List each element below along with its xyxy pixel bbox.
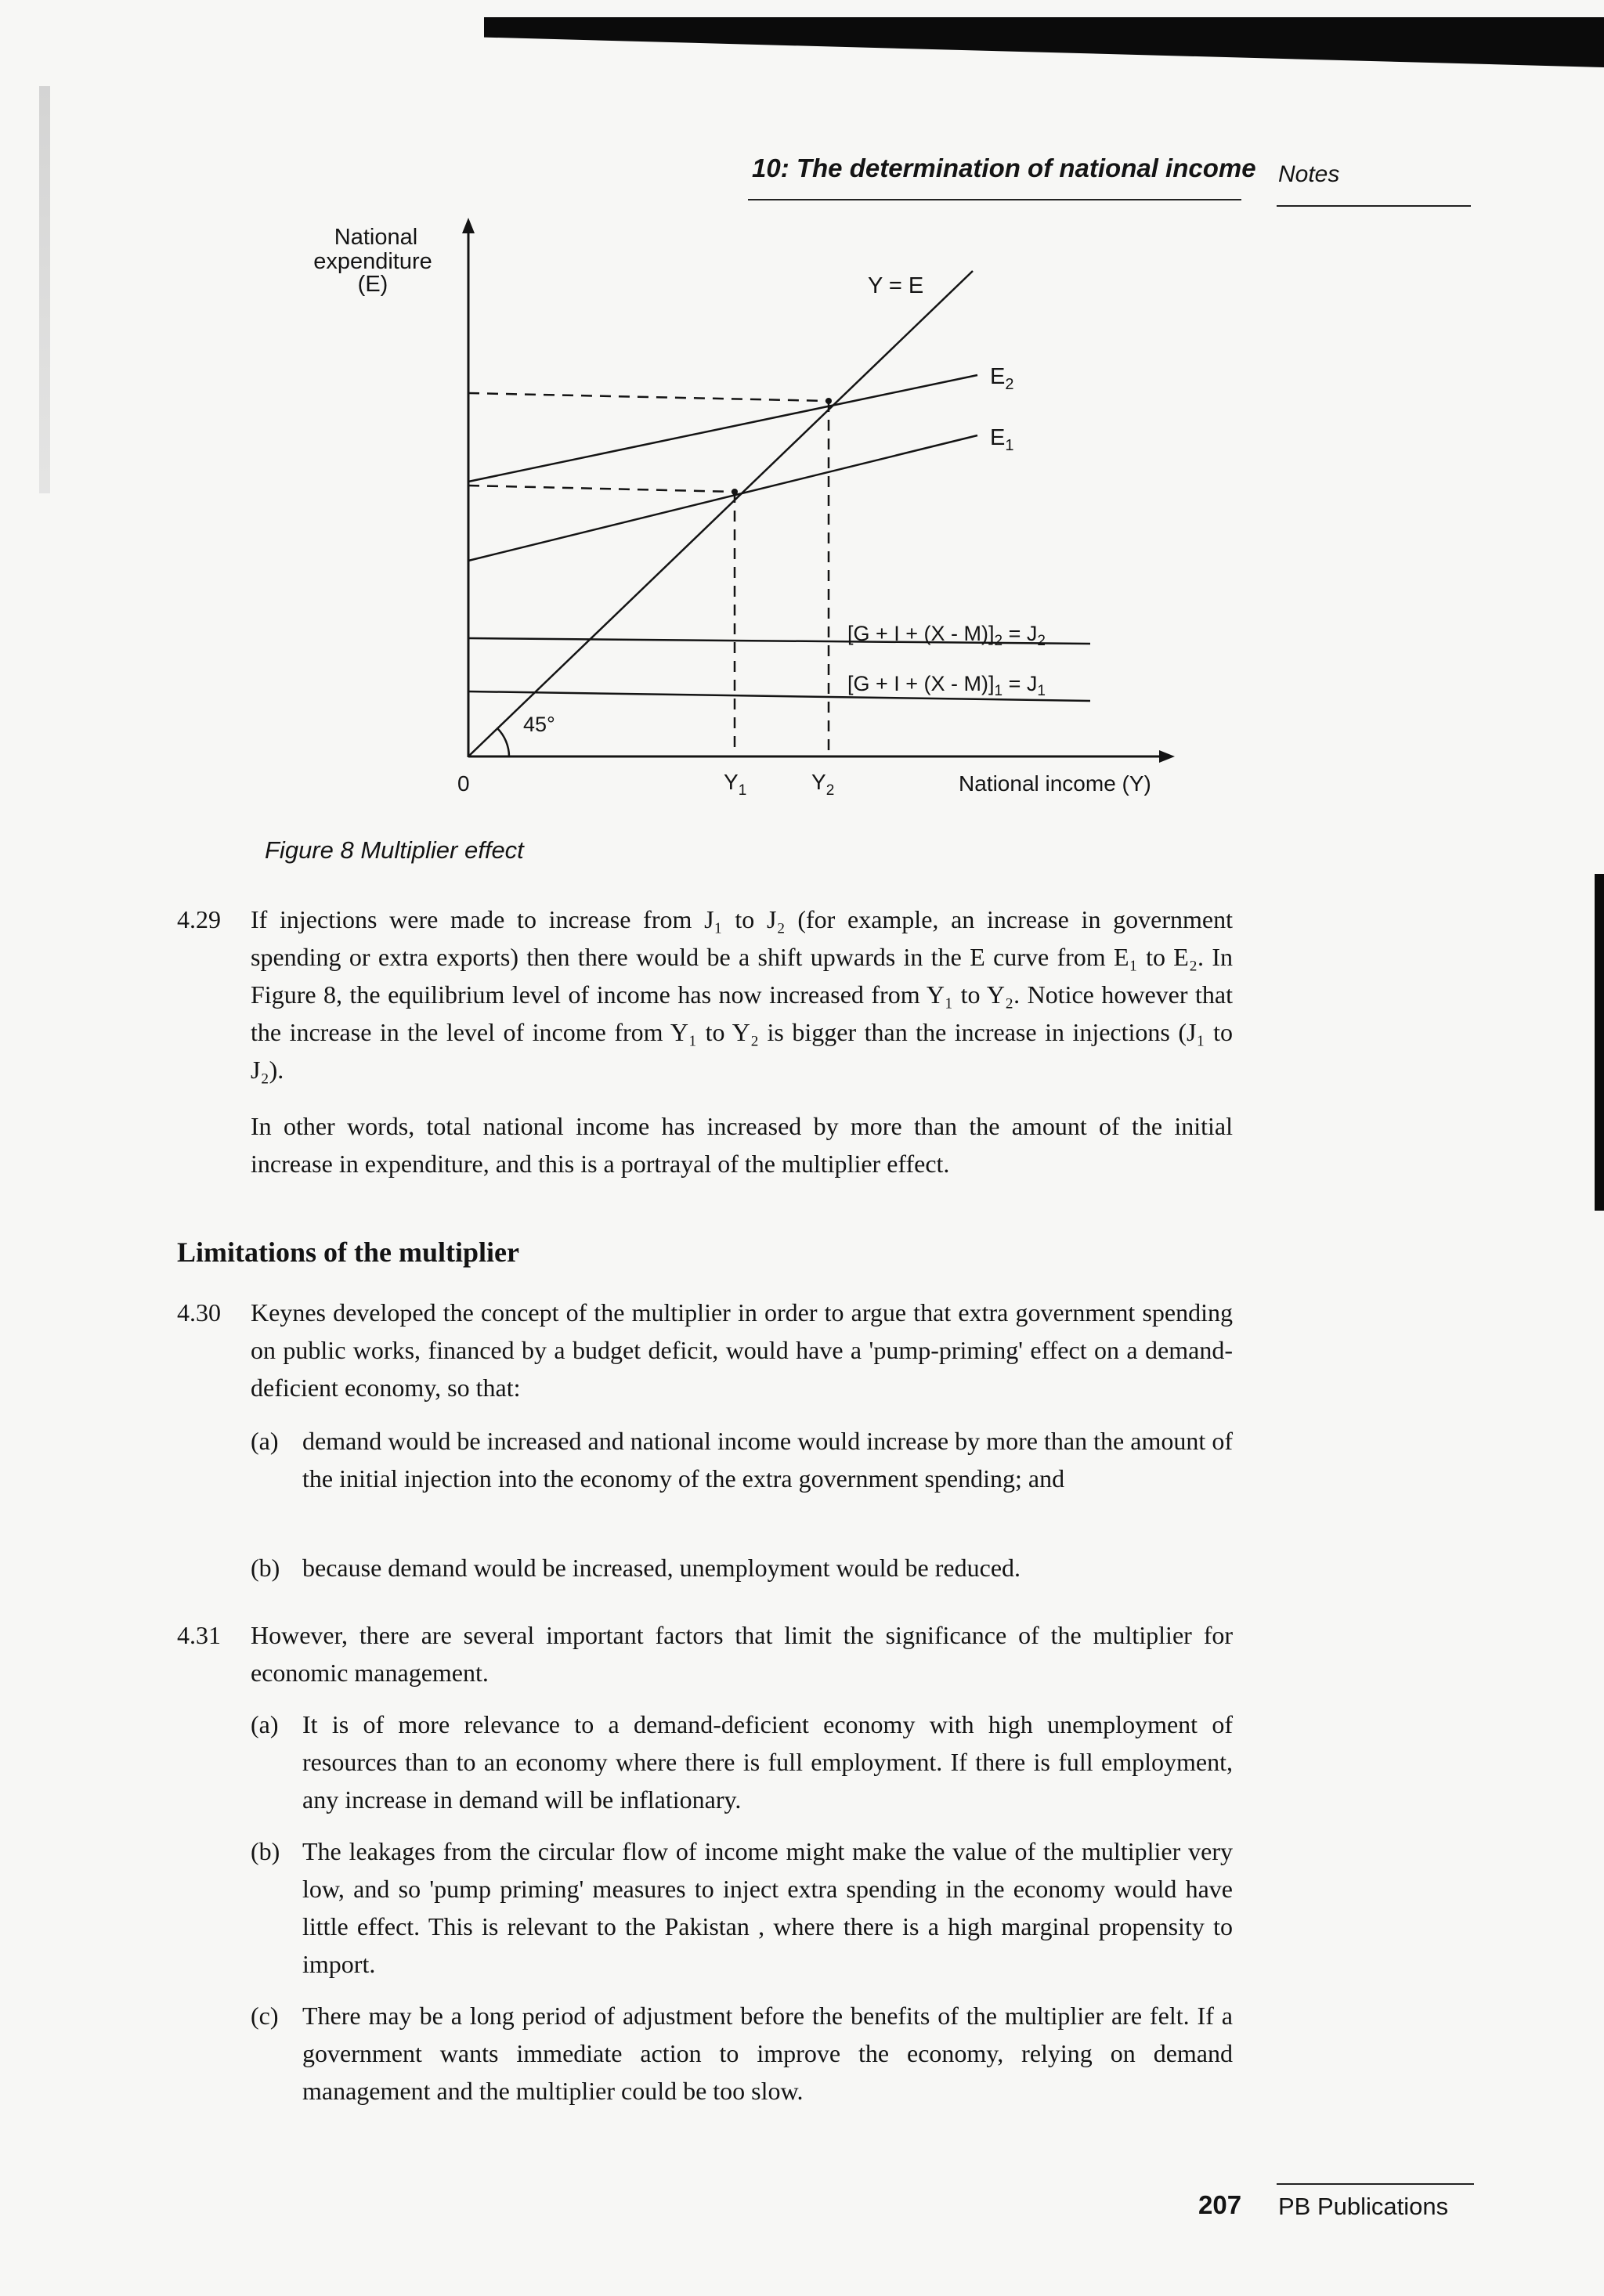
list-item-4-30-a: demand would be increased and national income would increase by more than the amount of the initial injection into the economy of the extra government spending; and	[302, 1427, 1233, 1493]
equilibrium-point-1	[732, 489, 738, 495]
running-header-title: 10: The determination of national income	[752, 153, 1256, 182]
paragraph-4-29: If injections were made to increase from J₁ to J₂ (for example, an increase in government spending or extra exports) then there would be a shift upwards in the E curve from E₁ to E₂. In Figure 8, the equilibrium level of income has now increased from Y₁ to Y₂. Notice however that the increase in the level of income from Y₁ to Y₂ is bigger than the increase in injections (J₁ to J₂).	[251, 905, 1233, 1084]
angle-arc	[497, 728, 509, 756]
label-j1: $[G + I + (X - M)]_1 = J_1$	[847, 672, 1046, 699]
label-y-equals-e: Y = E	[868, 273, 924, 298]
list-label-4-31-a: (a)	[251, 1710, 279, 1738]
origin-label: 0	[457, 771, 470, 796]
multiplier-diagram	[0, 0, 1604, 846]
list-item-4-31-c: There may be a long period of adjustment before the benefits of the multiplier are felt. If a government wants immediate action to improve the economy, relying on demand management and the multiplier could be too slow.	[302, 2002, 1233, 2105]
label-j2: $[G + I + (X - M)]_2 = J_2$	[847, 622, 1046, 649]
section-number-4-29: 4.29	[177, 905, 221, 933]
list-label-4-31-b: (b)	[251, 1837, 280, 1865]
label-e2: $E_2$	[990, 364, 1014, 393]
page-number: 207	[1198, 2190, 1242, 2219]
list-item-4-30-b: because demand would be increased, unemployment would be reduced.	[302, 1554, 1021, 1582]
line-e2	[468, 375, 977, 482]
x-axis-arrow-icon	[1159, 750, 1175, 763]
section-heading: Limitations of the multiplier	[177, 1236, 519, 1268]
y-axis-label-line2: expenditure	[313, 249, 432, 274]
notes-column-header: Notes	[1278, 161, 1340, 187]
y-axis-label-line3: (E)	[357, 272, 388, 297]
tick-label-y2: $Y_2$	[811, 770, 835, 799]
figure-caption: Figure 8 Multiplier effect	[265, 836, 524, 864]
section-number-4-31: 4.31	[177, 1621, 221, 1649]
list-item-4-31-a: It is of more relevance to a demand-deficient economy with high unemployment of resources than to an economy where there is full employment. If there is full employment, any increase in demand will be inflationary.	[302, 1710, 1233, 1814]
paragraph-4-30: Keynes developed the concept of the multiplier in order to argue that extra government spending on public works, financed by a budget deficit, would have a 'pump-priming' effect on a demand-deficient economy, so that:	[251, 1298, 1233, 1402]
angle-label: 45°	[523, 713, 555, 736]
guide-e2-horizontal	[468, 393, 827, 401]
x-axis-label: National income (Y)	[959, 771, 1151, 796]
equilibrium-point-2	[825, 398, 832, 404]
label-e1: $E_1$	[990, 425, 1014, 454]
y-axis-label-line1: National	[334, 225, 418, 250]
footer-rule	[1277, 2183, 1474, 2185]
list-item-4-31-b: The leakages from the circular flow of income might make the value of the multiplier very low, and so 'pump priming' measures to inject extra spending in the economy would have little effect. This is relevant to the Pakistan , where there is a high marginal propensity to import.	[302, 1837, 1233, 1978]
paragraph-4-31: However, there are several important factors that limit the significance of the multiplier for economic management.	[251, 1621, 1233, 1687]
tick-label-y1: $Y_1$	[724, 770, 747, 799]
publisher-name: PB Publications	[1278, 2193, 1449, 2220]
list-label-4-30-b: (b)	[251, 1554, 280, 1582]
line-e1	[468, 435, 977, 561]
paragraph-4-29-continued: In other words, total national income has increased by more than the amount of the initial increase in expenditure, and this is a portrayal of the multiplier effect.	[251, 1112, 1233, 1178]
list-label-4-30-a: (a)	[251, 1427, 279, 1455]
guide-e1-horizontal	[468, 486, 735, 492]
y-axis-arrow-icon	[462, 218, 475, 233]
section-number-4-30: 4.30	[177, 1298, 221, 1327]
scan-black-bar-right	[1595, 874, 1604, 1211]
list-label-4-31-c: (c)	[251, 2002, 279, 2030]
